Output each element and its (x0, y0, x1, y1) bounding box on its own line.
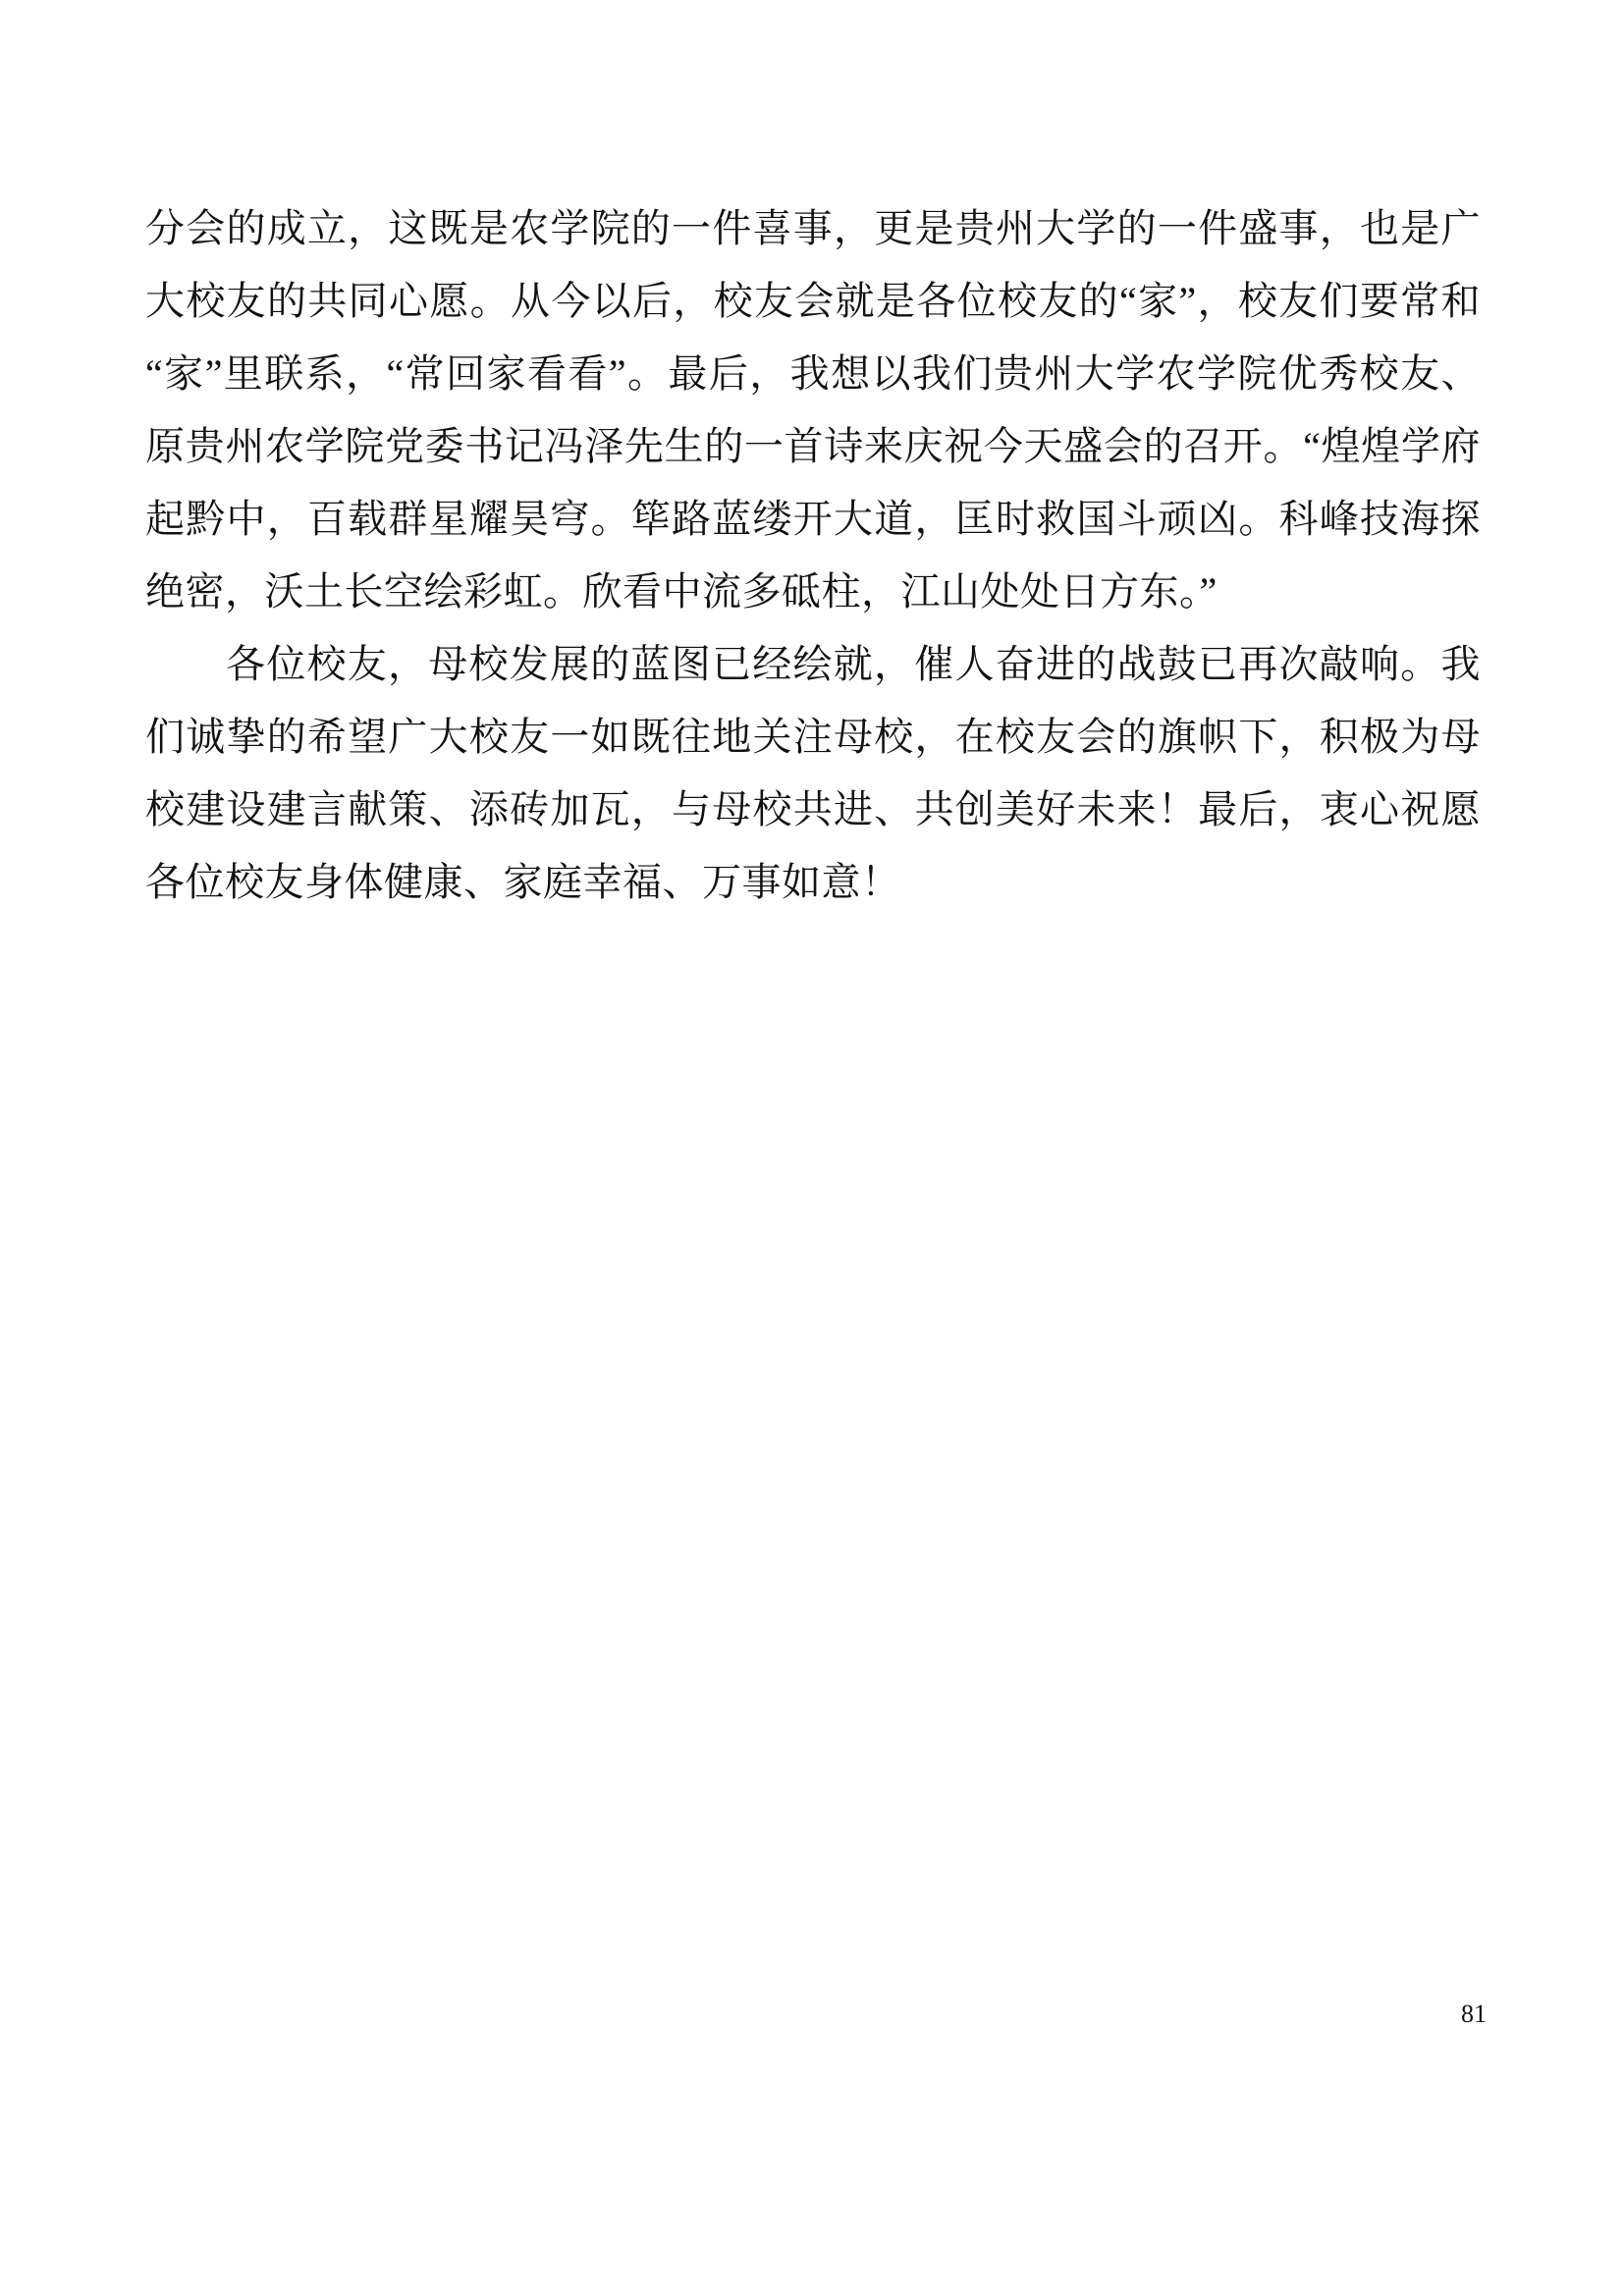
body-paragraph: 分会的成立，这既是农学院的一件喜事，更是贵州大学的一件盛事，也是广大校友的共同心愿。从今以后，校友会就是各位校友的“家”，校友们要常和“家”里联系，“常回家看看”。最后，我想以我们贵州大学农学院优秀校友、原贵州农学院党委书记冯泽先生的一首诗来庆祝今天盛会的召开。“煌煌学府起黔中，百载群星耀昊穹。筚路蓝缕开大道，匡时救国斗顽凶。科峰技海探绝密，沃土长空绘彩虹。欣看中流多砥柱，江山处处日方东。” (145, 206, 1481, 614)
body-paragraph: 各位校友，母校发展的蓝图已经绘就，催人奋进的战鼓已再次敲响。我们诚挚的希望广大校友一如既往地关注母校，在校友会的旗帜下，积极为母校建设建言献策、添砖加瓦，与母校共进、共创美好未来！最后，衷心祝愿各位校友身体健康、家庭幸福、万事如意！ (145, 642, 1481, 904)
page-number: 81 (1461, 2000, 1487, 2028)
page-body (145, 192, 1481, 919)
